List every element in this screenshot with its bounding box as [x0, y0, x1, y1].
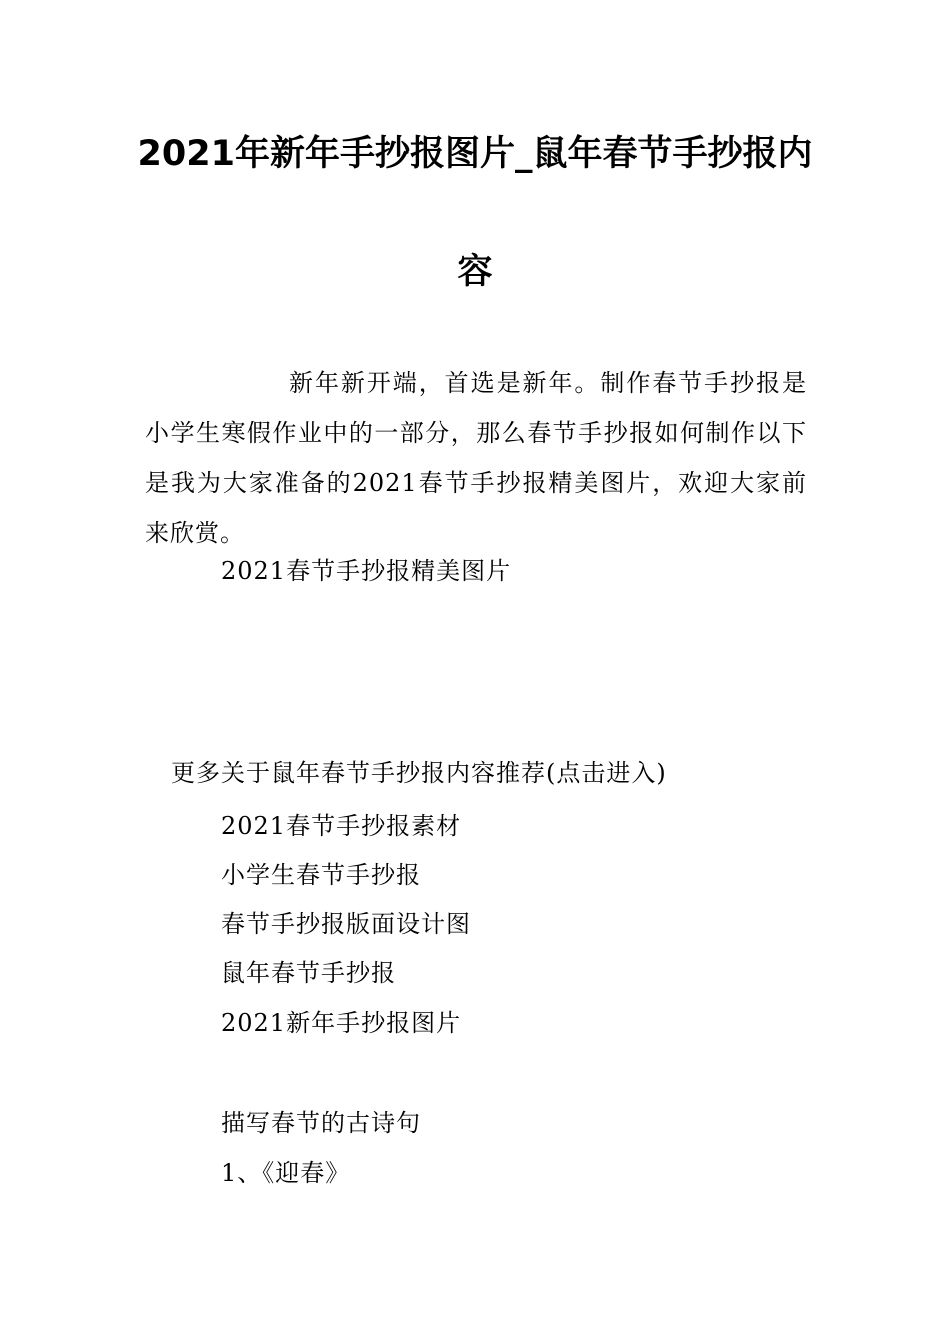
images-subheading: 2021春节手抄报精美图片	[221, 557, 512, 585]
recommend-link-new-year-images[interactable]: 2021新年手抄报图片	[221, 1009, 462, 1037]
recommend-link-layout-design[interactable]: 春节手抄报版面设计图	[221, 910, 471, 938]
document-title-line-1: 2021年新年手抄报图片_鼠年春节手抄报内	[137, 134, 813, 174]
more-recommendations-heading: 更多关于鼠年春节手抄报内容推荐(点击进入)	[171, 759, 667, 787]
intro-paragraph: 新年新开端，首选是新年。制作春节手抄报是小学生寒假作业中的一部分，那么春节手抄报如何制作以下是我为大家准备的2021春节手抄报精美图片，欢迎大家前来欣赏。	[145, 369, 807, 547]
recommend-link-materials[interactable]: 2021春节手抄报素材	[221, 812, 462, 840]
poems-heading: 描写春节的古诗句	[221, 1109, 421, 1137]
document-title-line-2: 容	[457, 252, 493, 292]
poem-item-1: 1、《迎春》	[221, 1159, 351, 1187]
recommend-link-primary-school[interactable]: 小学生春节手抄报	[221, 861, 421, 889]
recommend-link-rat-year[interactable]: 鼠年春节手抄报	[221, 959, 396, 987]
